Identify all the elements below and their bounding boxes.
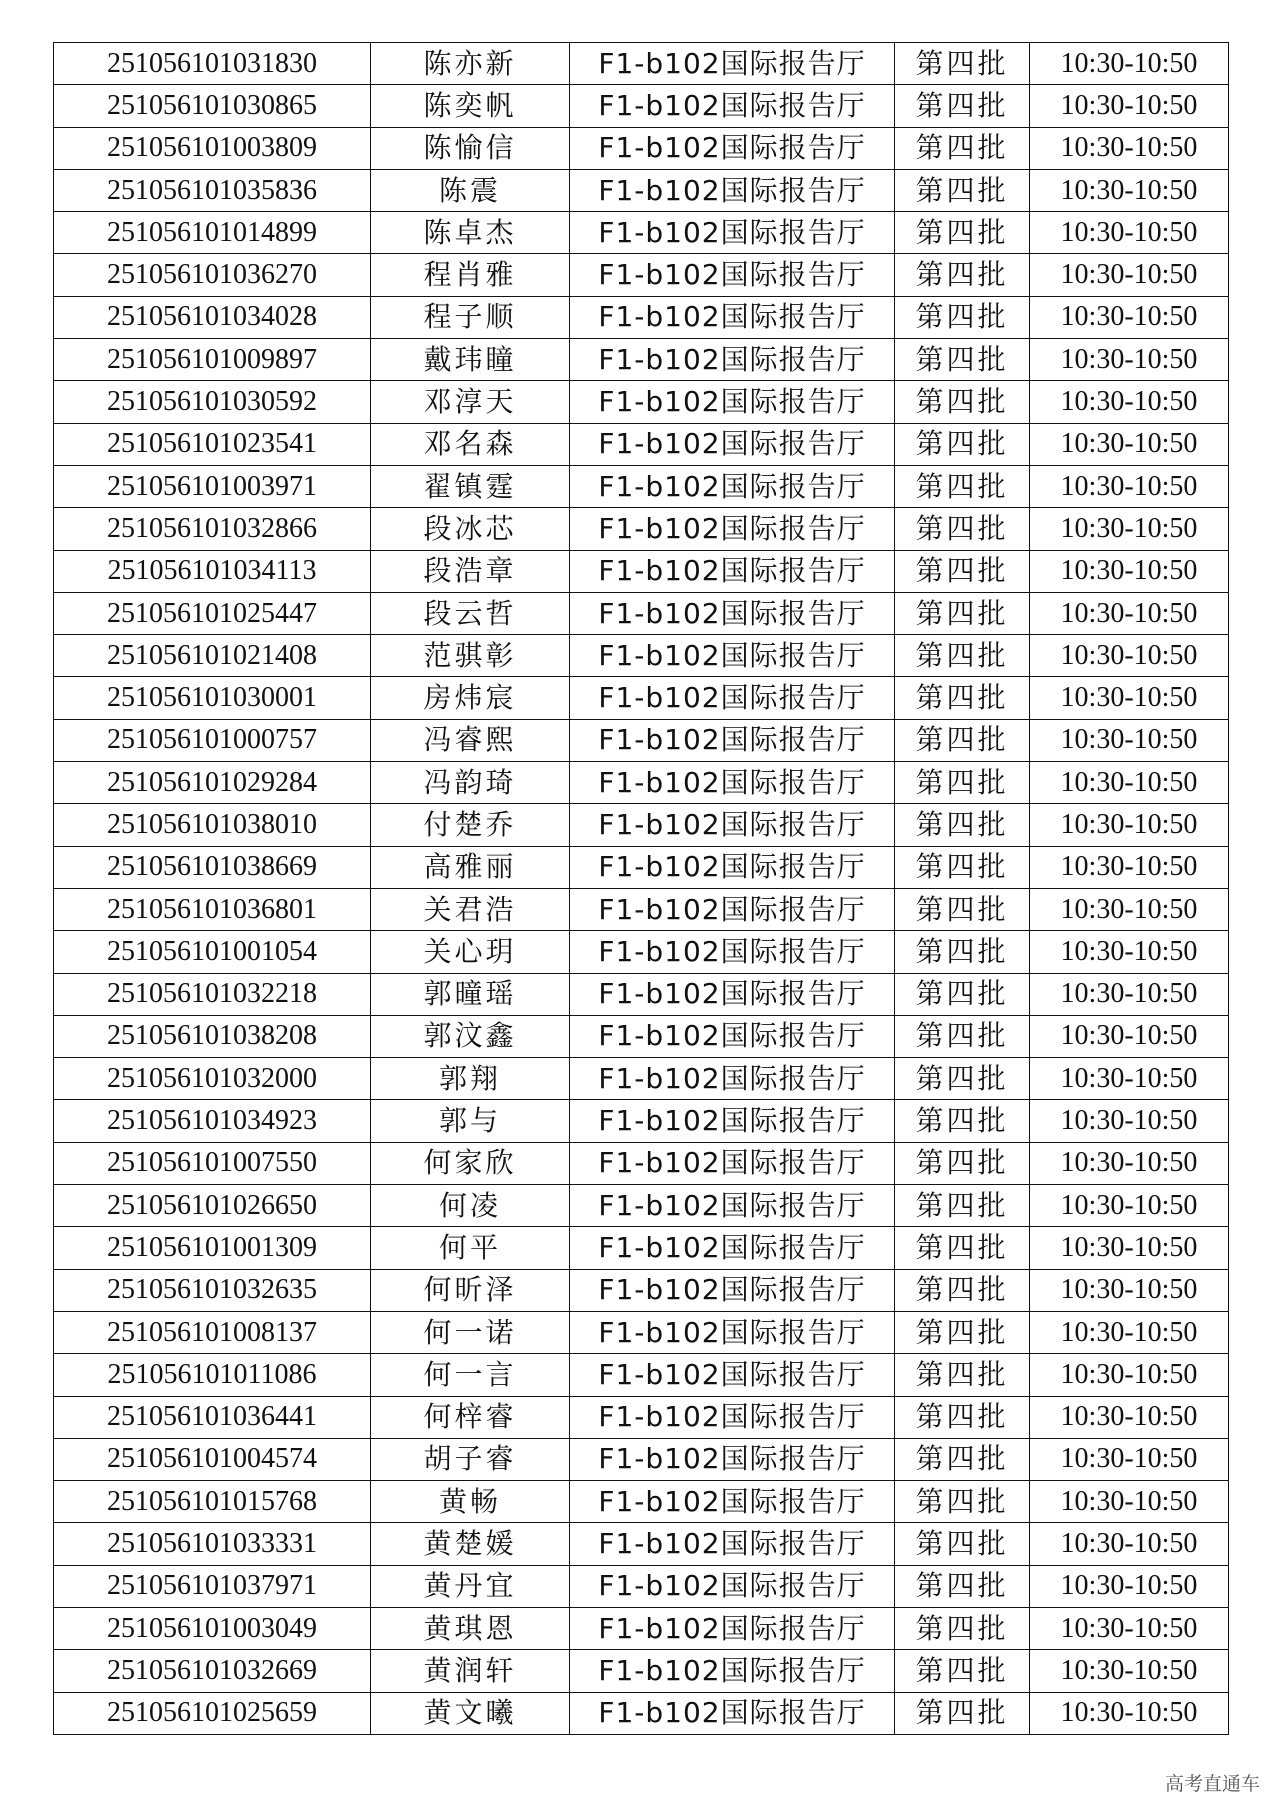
table-row — [54, 804, 1229, 846]
candidate-name-cell: 冯韵琦 — [371, 762, 570, 804]
time-slot-cell: 10:30-10:50 — [1030, 43, 1229, 85]
exam-room-cell: F1-b102国际报告厅 — [570, 296, 895, 338]
candidate-number-cell: 251056101032000 — [54, 1058, 371, 1100]
exam-room-cell: F1-b102国际报告厅 — [570, 719, 895, 761]
candidate-name-cell: 陈亦新 — [371, 43, 570, 85]
batch-cell: 第四批 — [895, 127, 1030, 169]
candidate-name-cell: 黄楚媛 — [371, 1523, 570, 1565]
candidate-name-cell: 黄丹宜 — [371, 1565, 570, 1607]
candidate-name-cell: 戴玮瞳 — [371, 339, 570, 381]
candidate-number-cell: 251056101031830 — [54, 43, 371, 85]
exam-room-cell: F1-b102国际报告厅 — [570, 1523, 895, 1565]
exam-room-cell: F1-b102国际报告厅 — [570, 85, 895, 127]
candidate-name-cell: 段冰芯 — [371, 508, 570, 550]
table-row — [54, 1142, 1229, 1184]
candidate-name-cell: 何一言 — [371, 1354, 570, 1396]
table-row — [54, 423, 1229, 465]
candidate-number-cell: 251056101007550 — [54, 1142, 371, 1184]
exam-room-cell: F1-b102国际报告厅 — [570, 1565, 895, 1607]
candidate-number-cell: 251056101030592 — [54, 381, 371, 423]
candidate-name-cell: 何家欣 — [371, 1142, 570, 1184]
batch-cell: 第四批 — [895, 1481, 1030, 1523]
table-row — [54, 888, 1229, 930]
exam-room-cell: F1-b102国际报告厅 — [570, 1354, 895, 1396]
candidate-number-cell: 251056101021408 — [54, 635, 371, 677]
exam-room-cell: F1-b102国际报告厅 — [570, 212, 895, 254]
batch-cell: 第四批 — [895, 296, 1030, 338]
batch-cell: 第四批 — [895, 254, 1030, 296]
table-row — [54, 85, 1229, 127]
table-row — [54, 127, 1229, 169]
batch-cell: 第四批 — [895, 465, 1030, 507]
table-row — [54, 1438, 1229, 1480]
candidate-name-cell: 何平 — [371, 1227, 570, 1269]
batch-cell: 第四批 — [895, 1015, 1030, 1057]
exam-room-cell: F1-b102国际报告厅 — [570, 931, 895, 973]
candidate-name-cell: 何梓睿 — [371, 1396, 570, 1438]
candidate-number-cell: 251056101036270 — [54, 254, 371, 296]
candidate-name-cell: 郭翔 — [371, 1058, 570, 1100]
candidate-name-cell: 黄润轩 — [371, 1650, 570, 1692]
time-slot-cell: 10:30-10:50 — [1030, 254, 1229, 296]
time-slot-cell: 10:30-10:50 — [1030, 1100, 1229, 1142]
time-slot-cell: 10:30-10:50 — [1030, 127, 1229, 169]
candidate-number-cell: 251056101030865 — [54, 85, 371, 127]
batch-cell: 第四批 — [895, 888, 1030, 930]
time-slot-cell: 10:30-10:50 — [1030, 804, 1229, 846]
exam-room-cell: F1-b102国际报告厅 — [570, 465, 895, 507]
exam-room-cell: F1-b102国际报告厅 — [570, 1607, 895, 1649]
batch-cell: 第四批 — [895, 339, 1030, 381]
exam-room-cell: F1-b102国际报告厅 — [570, 169, 895, 211]
batch-cell: 第四批 — [895, 1311, 1030, 1353]
batch-cell: 第四批 — [895, 1650, 1030, 1692]
batch-cell: 第四批 — [895, 212, 1030, 254]
exam-room-cell: F1-b102国际报告厅 — [570, 1015, 895, 1057]
batch-cell: 第四批 — [895, 1100, 1030, 1142]
candidate-number-cell: 251056101037971 — [54, 1565, 371, 1607]
exam-room-cell: F1-b102国际报告厅 — [570, 888, 895, 930]
table-row — [54, 169, 1229, 211]
time-slot-cell: 10:30-10:50 — [1030, 1354, 1229, 1396]
time-slot-cell: 10:30-10:50 — [1030, 550, 1229, 592]
exam-room-cell: F1-b102国际报告厅 — [570, 973, 895, 1015]
candidate-name-cell: 程子顺 — [371, 296, 570, 338]
table-row — [54, 1396, 1229, 1438]
table-row — [54, 1565, 1229, 1607]
exam-roster-table — [53, 42, 1229, 1735]
candidate-name-cell: 黄畅 — [371, 1481, 570, 1523]
candidate-number-cell: 251056101025659 — [54, 1692, 371, 1734]
table-row — [54, 1354, 1229, 1396]
candidate-name-cell: 冯睿熙 — [371, 719, 570, 761]
candidate-name-cell: 高雅丽 — [371, 846, 570, 888]
batch-cell: 第四批 — [895, 635, 1030, 677]
batch-cell: 第四批 — [895, 719, 1030, 761]
batch-cell: 第四批 — [895, 677, 1030, 719]
candidate-number-cell: 251056101000757 — [54, 719, 371, 761]
time-slot-cell: 10:30-10:50 — [1030, 1227, 1229, 1269]
exam-room-cell: F1-b102国际报告厅 — [570, 254, 895, 296]
candidate-number-cell: 251056101034028 — [54, 296, 371, 338]
candidate-name-cell: 郭与 — [371, 1100, 570, 1142]
table-row — [54, 846, 1229, 888]
candidate-number-cell: 251056101025447 — [54, 592, 371, 634]
batch-cell: 第四批 — [895, 550, 1030, 592]
exam-room-cell: F1-b102国际报告厅 — [570, 381, 895, 423]
exam-room-cell: F1-b102国际报告厅 — [570, 677, 895, 719]
candidate-number-cell: 251056101026650 — [54, 1185, 371, 1227]
table-row — [54, 1607, 1229, 1649]
candidate-number-cell: 251056101032218 — [54, 973, 371, 1015]
table-row — [54, 1523, 1229, 1565]
exam-room-cell: F1-b102国际报告厅 — [570, 550, 895, 592]
exam-room-cell: F1-b102国际报告厅 — [570, 339, 895, 381]
exam-room-cell: F1-b102国际报告厅 — [570, 43, 895, 85]
candidate-name-cell: 段浩章 — [371, 550, 570, 592]
candidate-name-cell: 陈震 — [371, 169, 570, 211]
candidate-number-cell: 251056101032635 — [54, 1269, 371, 1311]
batch-cell: 第四批 — [895, 169, 1030, 211]
table-row — [54, 1269, 1229, 1311]
candidate-name-cell: 邓名森 — [371, 423, 570, 465]
time-slot-cell: 10:30-10:50 — [1030, 1650, 1229, 1692]
time-slot-cell: 10:30-10:50 — [1030, 1396, 1229, 1438]
batch-cell: 第四批 — [895, 762, 1030, 804]
table-row — [54, 1185, 1229, 1227]
batch-cell: 第四批 — [895, 1227, 1030, 1269]
candidate-number-cell: 251056101008137 — [54, 1311, 371, 1353]
exam-room-cell: F1-b102国际报告厅 — [570, 1650, 895, 1692]
exam-room-cell: F1-b102国际报告厅 — [570, 423, 895, 465]
time-slot-cell: 10:30-10:50 — [1030, 1523, 1229, 1565]
time-slot-cell: 10:30-10:50 — [1030, 1692, 1229, 1734]
time-slot-cell: 10:30-10:50 — [1030, 888, 1229, 930]
candidate-name-cell: 何一诺 — [371, 1311, 570, 1353]
exam-room-cell: F1-b102国际报告厅 — [570, 1481, 895, 1523]
table-row — [54, 1311, 1229, 1353]
time-slot-cell: 10:30-10:50 — [1030, 169, 1229, 211]
time-slot-cell: 10:30-10:50 — [1030, 592, 1229, 634]
candidate-name-cell: 郭汶鑫 — [371, 1015, 570, 1057]
candidate-name-cell: 关君浩 — [371, 888, 570, 930]
roster-table-body — [54, 43, 1229, 1735]
exam-room-cell: F1-b102国际报告厅 — [570, 635, 895, 677]
candidate-number-cell: 251056101038208 — [54, 1015, 371, 1057]
exam-room-cell: F1-b102国际报告厅 — [570, 1100, 895, 1142]
candidate-name-cell: 范骐彰 — [371, 635, 570, 677]
table-row — [54, 1100, 1229, 1142]
exam-room-cell: F1-b102国际报告厅 — [570, 1438, 895, 1480]
candidate-number-cell: 251056101036441 — [54, 1396, 371, 1438]
roster-table-container — [53, 42, 1228, 1735]
time-slot-cell: 10:30-10:50 — [1030, 1142, 1229, 1184]
table-row — [54, 1227, 1229, 1269]
time-slot-cell: 10:30-10:50 — [1030, 762, 1229, 804]
candidate-name-cell: 程肖雅 — [371, 254, 570, 296]
candidate-number-cell: 251056101036801 — [54, 888, 371, 930]
exam-room-cell: F1-b102国际报告厅 — [570, 1269, 895, 1311]
table-row — [54, 762, 1229, 804]
exam-room-cell: F1-b102国际报告厅 — [570, 846, 895, 888]
batch-cell: 第四批 — [895, 1607, 1030, 1649]
batch-cell: 第四批 — [895, 1523, 1030, 1565]
candidate-name-cell: 黄文曦 — [371, 1692, 570, 1734]
batch-cell: 第四批 — [895, 508, 1030, 550]
table-row — [54, 592, 1229, 634]
candidate-number-cell: 251056101014899 — [54, 212, 371, 254]
exam-room-cell: F1-b102国际报告厅 — [570, 762, 895, 804]
candidate-name-cell: 何凌 — [371, 1185, 570, 1227]
table-row — [54, 43, 1229, 85]
table-row — [54, 212, 1229, 254]
table-row — [54, 1692, 1229, 1734]
batch-cell: 第四批 — [895, 804, 1030, 846]
table-row — [54, 381, 1229, 423]
candidate-number-cell: 251056101034113 — [54, 550, 371, 592]
candidate-number-cell: 251056101003971 — [54, 465, 371, 507]
candidate-number-cell: 251056101032669 — [54, 1650, 371, 1692]
candidate-number-cell: 251056101038669 — [54, 846, 371, 888]
time-slot-cell: 10:30-10:50 — [1030, 1269, 1229, 1311]
candidate-name-cell: 郭曈瑶 — [371, 973, 570, 1015]
exam-room-cell: F1-b102国际报告厅 — [570, 1142, 895, 1184]
candidate-name-cell: 翟镇霆 — [371, 465, 570, 507]
candidate-name-cell: 胡子睿 — [371, 1438, 570, 1480]
batch-cell: 第四批 — [895, 1058, 1030, 1100]
time-slot-cell: 10:30-10:50 — [1030, 1438, 1229, 1480]
candidate-number-cell: 251056101003049 — [54, 1607, 371, 1649]
time-slot-cell: 10:30-10:50 — [1030, 846, 1229, 888]
table-row — [54, 677, 1229, 719]
time-slot-cell: 10:30-10:50 — [1030, 1311, 1229, 1353]
table-row — [54, 973, 1229, 1015]
time-slot-cell: 10:30-10:50 — [1030, 465, 1229, 507]
candidate-number-cell: 251056101001309 — [54, 1227, 371, 1269]
candidate-number-cell: 251056101033331 — [54, 1523, 371, 1565]
time-slot-cell: 10:30-10:50 — [1030, 1565, 1229, 1607]
exam-room-cell: F1-b102国际报告厅 — [570, 1058, 895, 1100]
time-slot-cell: 10:30-10:50 — [1030, 1058, 1229, 1100]
table-row — [54, 719, 1229, 761]
batch-cell: 第四批 — [895, 931, 1030, 973]
candidate-name-cell: 陈愉信 — [371, 127, 570, 169]
exam-room-cell: F1-b102国际报告厅 — [570, 804, 895, 846]
table-row — [54, 931, 1229, 973]
candidate-number-cell: 251056101009897 — [54, 339, 371, 381]
watermark-text: 高考直通车 — [1164, 1773, 1260, 1795]
batch-cell: 第四批 — [895, 1438, 1030, 1480]
candidate-name-cell: 何昕泽 — [371, 1269, 570, 1311]
table-row — [54, 1481, 1229, 1523]
batch-cell: 第四批 — [895, 1354, 1030, 1396]
batch-cell: 第四批 — [895, 592, 1030, 634]
batch-cell: 第四批 — [895, 1692, 1030, 1734]
time-slot-cell: 10:30-10:50 — [1030, 635, 1229, 677]
time-slot-cell: 10:30-10:50 — [1030, 508, 1229, 550]
table-row — [54, 635, 1229, 677]
candidate-name-cell: 黄琪恩 — [371, 1607, 570, 1649]
batch-cell: 第四批 — [895, 423, 1030, 465]
time-slot-cell: 10:30-10:50 — [1030, 1015, 1229, 1057]
time-slot-cell: 10:30-10:50 — [1030, 1481, 1229, 1523]
exam-room-cell: F1-b102国际报告厅 — [570, 592, 895, 634]
exam-room-cell: F1-b102国际报告厅 — [570, 508, 895, 550]
batch-cell: 第四批 — [895, 1269, 1030, 1311]
batch-cell: 第四批 — [895, 973, 1030, 1015]
exam-room-cell: F1-b102国际报告厅 — [570, 1227, 895, 1269]
exam-room-cell: F1-b102国际报告厅 — [570, 1692, 895, 1734]
time-slot-cell: 10:30-10:50 — [1030, 1607, 1229, 1649]
candidate-name-cell: 邓淳天 — [371, 381, 570, 423]
candidate-number-cell: 251056101029284 — [54, 762, 371, 804]
candidate-number-cell: 251056101003809 — [54, 127, 371, 169]
candidate-number-cell: 251056101023541 — [54, 423, 371, 465]
candidate-name-cell: 陈卓杰 — [371, 212, 570, 254]
table-row — [54, 465, 1229, 507]
time-slot-cell: 10:30-10:50 — [1030, 381, 1229, 423]
batch-cell: 第四批 — [895, 85, 1030, 127]
exam-room-cell: F1-b102国际报告厅 — [570, 1185, 895, 1227]
table-row — [54, 254, 1229, 296]
table-row — [54, 1650, 1229, 1692]
time-slot-cell: 10:30-10:50 — [1030, 85, 1229, 127]
table-row — [54, 508, 1229, 550]
time-slot-cell: 10:30-10:50 — [1030, 339, 1229, 381]
exam-room-cell: F1-b102国际报告厅 — [570, 127, 895, 169]
candidate-number-cell: 251056101001054 — [54, 931, 371, 973]
candidate-number-cell: 251056101032866 — [54, 508, 371, 550]
candidate-name-cell: 关心玥 — [371, 931, 570, 973]
table-row — [54, 1058, 1229, 1100]
time-slot-cell: 10:30-10:50 — [1030, 719, 1229, 761]
batch-cell: 第四批 — [895, 1396, 1030, 1438]
time-slot-cell: 10:30-10:50 — [1030, 677, 1229, 719]
batch-cell: 第四批 — [895, 1142, 1030, 1184]
batch-cell: 第四批 — [895, 1185, 1030, 1227]
time-slot-cell: 10:30-10:50 — [1030, 212, 1229, 254]
time-slot-cell: 10:30-10:50 — [1030, 931, 1229, 973]
candidate-name-cell: 陈奕帆 — [371, 85, 570, 127]
time-slot-cell: 10:30-10:50 — [1030, 423, 1229, 465]
candidate-name-cell: 付楚乔 — [371, 804, 570, 846]
batch-cell: 第四批 — [895, 846, 1030, 888]
table-row — [54, 1015, 1229, 1057]
batch-cell: 第四批 — [895, 1565, 1030, 1607]
candidate-name-cell: 段云哲 — [371, 592, 570, 634]
time-slot-cell: 10:30-10:50 — [1030, 296, 1229, 338]
time-slot-cell: 10:30-10:50 — [1030, 1185, 1229, 1227]
batch-cell: 第四批 — [895, 43, 1030, 85]
candidate-number-cell: 251056101038010 — [54, 804, 371, 846]
candidate-number-cell: 251056101030001 — [54, 677, 371, 719]
table-row — [54, 550, 1229, 592]
exam-room-cell: F1-b102国际报告厅 — [570, 1396, 895, 1438]
exam-room-cell: F1-b102国际报告厅 — [570, 1311, 895, 1353]
time-slot-cell: 10:30-10:50 — [1030, 973, 1229, 1015]
candidate-number-cell: 251056101015768 — [54, 1481, 371, 1523]
batch-cell: 第四批 — [895, 381, 1030, 423]
candidate-number-cell: 251056101011086 — [54, 1354, 371, 1396]
table-row — [54, 296, 1229, 338]
candidate-number-cell: 251056101034923 — [54, 1100, 371, 1142]
table-row — [54, 339, 1229, 381]
candidate-number-cell: 251056101035836 — [54, 169, 371, 211]
candidate-number-cell: 251056101004574 — [54, 1438, 371, 1480]
candidate-name-cell: 房炜宸 — [371, 677, 570, 719]
